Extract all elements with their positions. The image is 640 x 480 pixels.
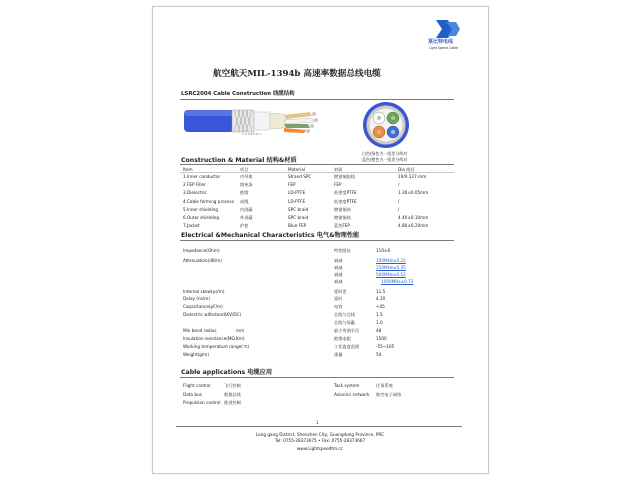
app-label-cn: 推进控制 <box>224 400 241 405</box>
elec-value: 1500 <box>376 336 387 341</box>
elec-value: 1.0 <box>376 320 383 325</box>
electrical-heading: Electrical &Mechanical Characteristics 电气&物理性能 <box>181 232 360 239</box>
row-material: SPC braid <box>288 215 309 220</box>
cable-construction-heading: LSRC2004 Cable Construction 线缆结构 <box>181 91 295 97</box>
company-logo <box>428 18 464 52</box>
elec-label: Attenuation(dB/m) <box>183 258 222 263</box>
row-material-cn: FEP <box>334 182 342 188</box>
row-item: 4.Cable forming process <box>183 198 234 204</box>
app-label: Avionics network <box>334 391 370 397</box>
row-item-cn: 护套 <box>240 223 249 229</box>
elec-cn: 衰减 <box>334 279 343 284</box>
elec-value: 4.20 <box>376 296 386 301</box>
elec-label: Dielectric withstand(KV/DC) <box>183 312 242 317</box>
row-dia: / <box>398 182 400 188</box>
row-item: 1.Inner conductor <box>183 174 221 179</box>
row-item: 2.FEP Filler <box>183 182 206 188</box>
app-label-cn: 数据总线 <box>224 391 241 397</box>
pair-legend-2: 蓝色/橙色为一组差分线对 <box>362 157 408 162</box>
elec-label: Capacitance(pF/m) <box>183 304 223 309</box>
row-item: 5.Inner shielding <box>183 206 219 212</box>
section-rule <box>180 164 454 165</box>
row-material: LD-PTFE <box>288 190 306 196</box>
logo-mark-icon <box>428 18 464 40</box>
app-label: Data bus <box>183 391 202 397</box>
footer-rule <box>176 426 462 427</box>
elec-value: 500MHz≤0.52 <box>376 272 406 277</box>
elec-label: Internal skew(ps/m) <box>183 289 225 294</box>
app-label-cn: 任务系统 <box>376 383 393 388</box>
footer-website: www.Lightspeedtm.cc <box>297 446 343 451</box>
col-header-dia: Dia 线径 <box>398 167 415 172</box>
elec-cn: 延时 <box>334 296 343 301</box>
elec-value: -55~165 <box>376 344 395 349</box>
row-material-cn: 镀银铜丝 <box>334 206 351 212</box>
app-label-cn: 飞行控制 <box>224 383 241 388</box>
elec-unit: mm <box>236 328 245 333</box>
col-header-item: Item <box>183 167 193 172</box>
document-title: 航空航天MIL-1394b 高速率数据总线电缆 <box>213 69 381 79</box>
elec-cn: 衰减 <box>334 265 343 270</box>
elec-cn: 最小弯曲半径 <box>334 328 360 333</box>
row-dia: 4.40±0.10mm <box>398 215 429 220</box>
elec-value: 110±6 <box>376 248 391 253</box>
row-material-cn: 蓝色FEP <box>334 223 350 229</box>
elec-cn: 绝缘电阻 <box>334 336 351 341</box>
footer-phone: Tel: 0755-28373675 • Fax: 0755-28373667 <box>274 438 366 443</box>
page-number: 1 <box>316 420 319 425</box>
row-item: 7.Jacket <box>183 223 200 229</box>
logo-name-en: Light Speed Cable <box>429 46 459 50</box>
elec-cn: 特性阻抗 <box>334 248 351 253</box>
row-item: 6.Outer shielding <box>183 215 220 220</box>
row-material: LD-PTFE <box>288 198 306 204</box>
elec-value: 48 <box>376 328 382 333</box>
section-rule <box>180 99 454 100</box>
elec-value: 250MHz≤0.35 <box>376 265 406 270</box>
row-material-cn: 镀银铜丝 <box>334 215 351 220</box>
cable-cross-section-image <box>362 101 410 149</box>
elec-cn: 芯线与屏蔽 <box>334 320 355 325</box>
row-item-cn: 成缆 <box>240 198 249 204</box>
elec-value: 1000MHz≤0.73 <box>381 279 414 284</box>
cable-side-view-image <box>184 104 330 136</box>
row-dia: 1.30±0.05mm <box>398 190 429 196</box>
app-label: Flight control <box>183 383 211 388</box>
elec-cn: 延时差 <box>334 289 347 294</box>
row-material: Blue FEP <box>288 223 307 229</box>
elec-cn: 重量 <box>334 352 343 357</box>
section-rule <box>180 240 454 241</box>
logo-name-cn: 莱比特电线 <box>428 39 454 45</box>
row-item-cn: 绝缘 <box>240 190 249 196</box>
elec-cn: 芯线与芯线 <box>334 312 355 317</box>
row-material-cn: 低密度PTFE <box>334 198 357 204</box>
elec-cn: 工作温度范围 <box>334 344 360 349</box>
row-dia: / <box>398 206 400 212</box>
section-rule <box>180 377 454 378</box>
row-item-cn: 内屏蔽 <box>240 206 253 212</box>
row-item-cn: 填充条 <box>240 182 253 188</box>
row-material-cn: 低密度PTFE <box>334 190 357 196</box>
app-label: Task system <box>334 383 360 388</box>
elec-value: 1.5 <box>376 312 383 317</box>
row-material: Strand SPC <box>288 174 312 179</box>
row-dia: 19/0.127 mm <box>398 174 427 179</box>
elec-value: 100MHz≤0.22 <box>376 258 406 263</box>
row-item-cn: 外屏蔽 <box>240 215 253 220</box>
app-label: Propulsion control <box>183 400 221 405</box>
construction-heading: Construction & Material 结构&材质 <box>181 157 297 164</box>
row-material: FEP <box>288 182 296 188</box>
elec-label: Weight(g/m) <box>183 352 210 357</box>
footer-address: Long gang District, Shenzhen City, Guangdong Province, PRC <box>255 432 385 437</box>
app-label-cn: 航空电子网络 <box>376 391 402 397</box>
elec-label: Impedance(Ohm) <box>183 248 220 253</box>
elec-cn: 衰减 <box>334 272 343 277</box>
elec-label: Insulation resistance(MΩ.Km) <box>183 336 245 341</box>
svg-text:1 2 3 4 5 6 7: 1 2 3 4 5 6 7 <box>242 132 262 136</box>
elec-value: 54 <box>376 352 382 357</box>
pair-legend-1: 白色/绿色为一组差分线对 <box>362 151 408 156</box>
elec-label: Delay (ns/m) <box>183 296 210 301</box>
col-header-material: Material <box>288 167 306 172</box>
elec-cn: 电容 <box>334 304 343 309</box>
elec-label: Working temperature range(℃) <box>183 344 250 349</box>
row-item-cn: 内导体 <box>240 174 253 179</box>
elec-value: <45 <box>376 304 385 309</box>
row-material-cn: 镀银铜绞线 <box>334 174 355 179</box>
row-dia: 4.80±0.20mm <box>398 223 429 229</box>
row-dia: / <box>398 198 400 204</box>
col-header-item-cn: 项目 <box>240 167 249 172</box>
elec-value: 11.5 <box>376 289 386 294</box>
elec-cn: 衰减 <box>334 258 343 263</box>
col-header-material-cn: 材质 <box>334 167 343 172</box>
elec-label: Min bend radius <box>183 328 217 333</box>
applications-heading: Cable applications 电缆应用 <box>181 369 273 376</box>
row-item: 3.Dielectric <box>183 190 207 196</box>
row-material: SPC braid <box>288 206 309 212</box>
